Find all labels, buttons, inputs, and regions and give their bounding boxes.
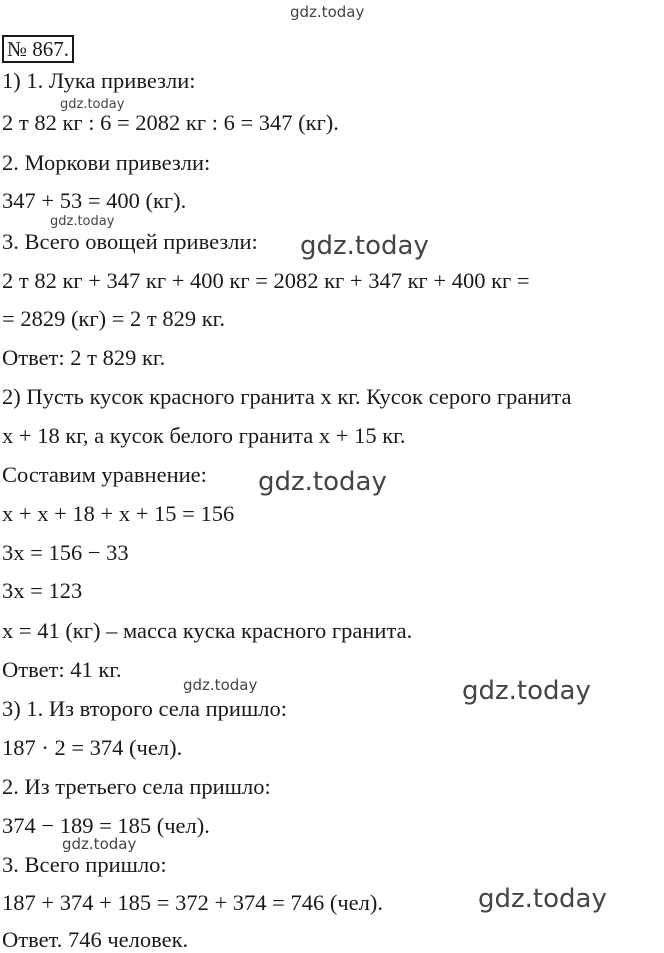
watermark-8: gdz.today (478, 884, 607, 914)
solution-line-19: 2. Из третьего села пришло: (2, 774, 271, 799)
watermark-2: gdz.today (50, 214, 115, 229)
solution-line-9: 2) Пусть кусок красного гранита x кг. Кусок серого гранита (2, 384, 572, 409)
solution-line-16: Ответ: 41 кг. (2, 657, 122, 682)
solution-line-8: Ответ: 2 т 829 кг. (2, 345, 166, 370)
solution-line-3: 2. Моркови привезли: (2, 150, 211, 175)
solution-line-4: 347 + 53 = 400 (кг). (2, 188, 187, 213)
solution-line-6: 2 т 82 кг + 347 кг + 400 кг = 2082 кг + 347 кг + 400 кг = (2, 268, 530, 293)
solution-line-5: 3. Всего овощей привезли: (2, 229, 258, 254)
solution-line-7: = 2829 (кг) = 2 т 829 кг. (2, 306, 225, 331)
solution-line-2: 2 т 82 кг : 6 = 2082 кг : 6 = 347 (кг). (2, 110, 339, 135)
solution-line-17: 3) 1. Из второго села пришло: (2, 696, 287, 721)
solution-line-14: 3x = 123 (2, 578, 83, 603)
watermark-1: gdz.today (60, 97, 125, 112)
solution-line-23: Ответ. 746 человек. (2, 927, 189, 952)
solution-line-15: x = 41 (кг) – масса куска красного гранита. (2, 618, 413, 643)
solution-line-1: 1) 1. Лука привезли: (2, 68, 196, 93)
watermark-top: gdz.today (290, 3, 365, 21)
watermark-3: gdz.today (300, 231, 429, 261)
solution-line-10: x + 18 кг, а кусок белого гранита x + 15 кг. (2, 423, 406, 448)
solution-line-20: 374 − 189 = 185 (чел). (2, 813, 210, 838)
solution-line-12: x + x + 18 + x + 15 = 156 (2, 501, 235, 526)
watermark-6: gdz.today (462, 676, 591, 706)
watermark-4: gdz.today (258, 467, 387, 497)
solution-line-11: Составим уравнение: (2, 462, 207, 487)
watermark-7: gdz.today (62, 835, 137, 853)
solution-line-21: 3. Всего пришло: (2, 852, 167, 877)
solution-line-18: 187 · 2 = 374 (чел). (2, 735, 183, 760)
problem-number: № 867. (2, 35, 74, 63)
watermark-5: gdz.today (183, 676, 258, 694)
solution-line-13: 3x = 156 − 33 (2, 540, 129, 565)
solution-line-22: 187 + 374 + 185 = 372 + 374 = 746 (чел). (2, 890, 383, 915)
